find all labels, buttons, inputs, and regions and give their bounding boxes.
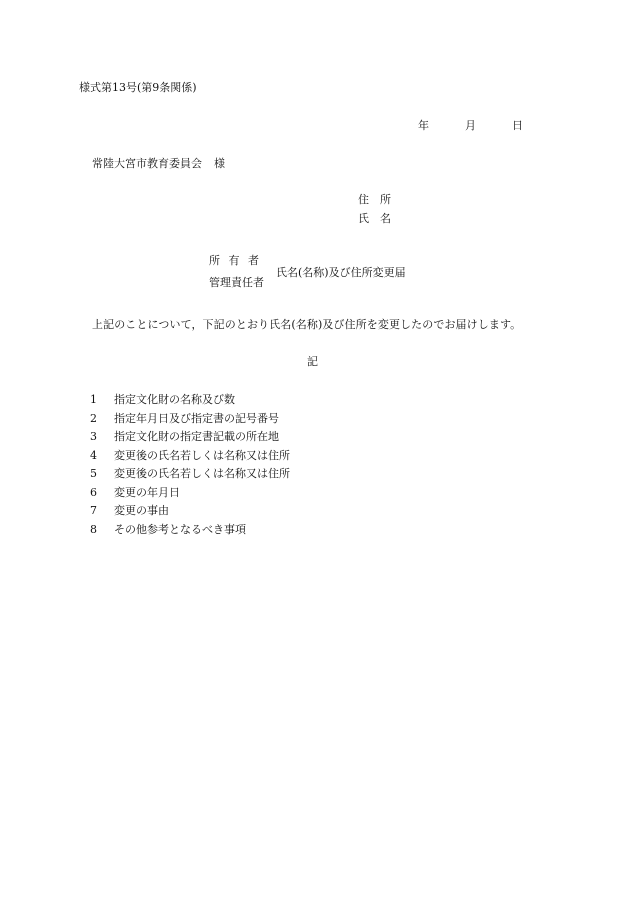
body-text: 上記のことについて，下記のとおり氏名(名称)及び住所を変更したのでお届けします。 — [92, 318, 522, 331]
ki-heading: 記 — [307, 355, 318, 368]
item-number: 1 — [90, 393, 97, 406]
item-number: 4 — [90, 449, 97, 462]
addressee-name: 常陸大宮市教育委員会 — [92, 157, 202, 170]
form-number: 様式第13号(第9条関係) — [79, 81, 197, 94]
list-item — [90, 394, 235, 405]
list-item — [90, 450, 290, 461]
list-item — [90, 468, 290, 479]
item-text: その他参考となるべき事項 — [114, 523, 246, 536]
item-text: 変更後の氏名若しくは名称又は住所 — [114, 467, 290, 480]
document-title: 氏名(名称)及び住所変更届 — [276, 266, 406, 279]
list-item — [90, 524, 246, 535]
item-number: 7 — [90, 504, 97, 517]
applicant-address-label: 住所 — [358, 193, 402, 206]
item-text: 指定文化財の指定書記載の所在地 — [114, 430, 279, 443]
role-owner: 所有者 — [209, 254, 268, 267]
item-text: 指定文化財の名称及び数 — [114, 393, 235, 406]
list-item — [90, 505, 169, 516]
applicant-name-label: 氏名 — [358, 212, 402, 225]
item-text: 変更の事由 — [114, 504, 169, 517]
date-line — [418, 120, 528, 132]
date-month-label: 月 — [465, 119, 476, 132]
item-number: 2 — [90, 412, 97, 425]
item-text: 変更の年月日 — [114, 486, 180, 499]
list-item — [90, 487, 180, 498]
list-item — [90, 413, 279, 424]
item-text: 変更後の氏名若しくは名称又は住所 — [114, 449, 290, 462]
addressee — [92, 158, 225, 169]
item-number: 6 — [90, 486, 97, 499]
item-number: 5 — [90, 467, 97, 480]
addressee-suffix: 様 — [214, 157, 225, 170]
date-year-label: 年 — [418, 119, 429, 132]
item-text: 指定年月日及び指定書の記号番号 — [114, 412, 279, 425]
date-day-label: 日 — [512, 119, 523, 132]
role-manager: 管理責任者 — [209, 276, 264, 289]
item-number: 3 — [90, 430, 97, 443]
list-item — [90, 431, 279, 442]
item-number: 8 — [90, 523, 97, 536]
